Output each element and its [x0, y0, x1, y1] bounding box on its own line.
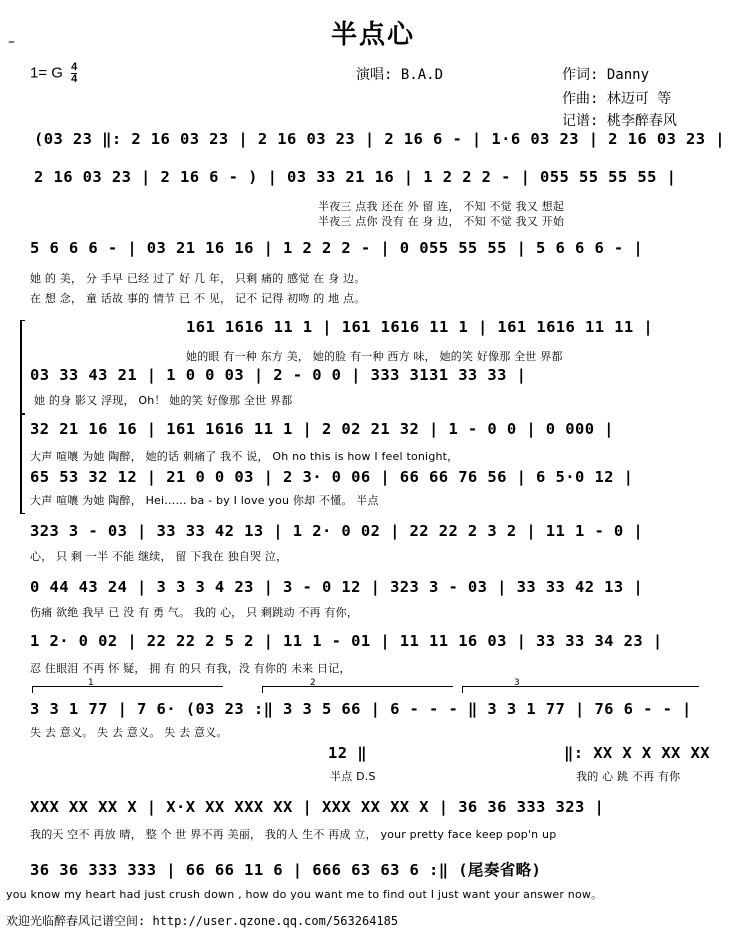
system-brace-2	[20, 414, 25, 514]
lyric-line-4a: 她的眼 有一种 东方 美， 她的脸 有一种 西方 味， 她的笑 好像那 全世 界都	[186, 350, 563, 363]
system-brace-1	[20, 320, 25, 414]
staff-line-1: (03 23 ‖: 2 16 03 23 | 2 16 03 23 | 2 16 6 - | 1·6 03 23 | 2 16 03 23 |	[34, 130, 725, 148]
lyric-line-13a: 我的天 空不 再放 晴， 整 个 世 界不再 美丽， 我的人 生不 再成 立， your pretty face keep pop'n up	[30, 828, 557, 841]
volta-bracket-3	[462, 686, 699, 693]
staff-line-10: 1 2· 0 02 | 22 22 2 5 2 | 11 1 - 01 | 11 11 16 03 | 33 33 34 23 |	[30, 632, 663, 650]
lyric-line-3a: 她 的 美， 分 手早 已经 过了 好 几 年， 只剩 痛的 感觉 在 身 边。	[30, 272, 366, 285]
lyricist-credit: 作词: Danny	[562, 67, 650, 83]
staff-line-8: 323 3 - 03 | 33 33 42 13 | 1 2· 0 02 | 22 22 2 3 2 | 11 1 - 0 |	[30, 522, 644, 540]
lyric-coda-b: 我的 心 跳 不再 有你	[576, 770, 681, 783]
singer-credit: 演唱: B.A.D	[356, 67, 444, 83]
staff-coda-b: ‖: XX X X XX XX	[564, 744, 710, 762]
staff-line-5: 03 33 43 21 | 1 0 0 03 | 2 - 0 0 | 333 3131 33 33 |	[30, 366, 527, 384]
volta-bracket-2	[262, 686, 453, 693]
volta-number-1: 1	[88, 678, 94, 688]
margin-mark: –	[8, 34, 15, 50]
lyric-line-7a: 大声 喧嚷 为她 陶醉， Hei…… ba - by I love you 你却 不懂。 半点	[30, 494, 379, 507]
time-bottom: 4	[71, 73, 78, 85]
transcriber-credit: 记谱: 桃李醉春风	[562, 113, 677, 129]
time-top: 4	[71, 61, 78, 73]
staff-line-9: 0 44 43 24 | 3 3 3 4 23 | 3 - 0 12 | 323 3 - 03 | 33 33 42 13 |	[30, 578, 644, 596]
lyric-coda-a: 半点 D.S	[330, 770, 376, 783]
staff-line-13: XXX XX XX X | X·X XX XXX XX | XXX XX XX X | 36 36 333 323 |	[30, 798, 605, 816]
staff-line-7: 65 53 32 12 | 21 0 0 03 | 2 3· 0 06 | 66 66 76 56 | 6 5·0 12 |	[30, 468, 634, 486]
key-label: 1= G	[30, 64, 63, 82]
key-signature	[30, 62, 77, 85]
lyric-line-5a: 她 的身 影又 浮现， Oh！ 她的笑 好像那 全世 界都	[34, 394, 293, 407]
lyric-line-2b: 半夜三 点你 没有 在 身 边， 不知 不觉 我又 开始	[318, 215, 565, 228]
staff-line-4: 161 1616 11 1 | 161 1616 11 1 | 161 1616 11 11 |	[186, 318, 654, 336]
lyric-line-3b: 在 想 念， 童 话故 事的 情节 已 不 见， 记不 记得 初吻 的 地 点。	[30, 292, 366, 305]
staff-line-14: 36 36 333 333 | 66 66 11 6 | 666 63 63 6 :‖ (尾奏省略)	[30, 861, 542, 879]
staff-coda-a: 12 ‖	[328, 744, 367, 762]
composer-credit: 作曲: 林迈可 等	[562, 91, 672, 107]
lyric-line-14a: you know my heart had just crush down , how do you want me to find out I just want your answer now。	[6, 888, 603, 901]
volta-bracket-1	[32, 686, 223, 693]
lyric-line-8a: 心， 只 剩 一半 不能 继续， 留 下我在 独自哭 泣，	[30, 550, 288, 563]
lyric-line-10a: 忍 住眼泪 不再 怀 疑， 拥 有 的只 有我，没 有你的 未来 日记，	[30, 662, 351, 675]
lyric-line-9a: 伤痛 欲绝 我早 已 没 有 勇 气。 我的 心， 只 剩跳动 不再 有你，	[30, 606, 359, 619]
staff-line-6: 32 21 16 16 | 161 1616 11 1 | 2 02 21 32 | 1 - 0 0 | 0 000 |	[30, 420, 614, 438]
volta-number-2: 2	[310, 678, 316, 688]
footer-credit: 欢迎光临醉春风记谱空间: http://user.qzone.qq.com/563264185	[6, 914, 399, 928]
lyric-line-6a: 大声 喧嚷 为她 陶醉， 她的话 刺痛了 我不 说， Oh no this is how I feel tonight，	[30, 450, 459, 463]
time-signature	[71, 62, 77, 85]
staff-line-2: 2 16 03 23 | 2 16 6 - ) | 03 33 21 16 | 1 2 2 2 - | 055 55 55 55 |	[34, 168, 677, 186]
staff-line-11: 3 3 1 77 | 7 6· (03 23 :‖ 3 3 5 66 | 6 - - - ‖ 3 3 1 77 | 76 6 - - |	[30, 700, 692, 718]
lyric-line-11a: 失 去 意义。 失 去 意义。 失 去 意义。	[30, 726, 228, 739]
lyric-line-2a: 半夜三 点我 还在 外 留 连， 不知 不觉 我又 想起	[318, 200, 565, 213]
volta-number-3: 3	[514, 678, 520, 688]
song-title: 半点心	[330, 20, 415, 50]
staff-line-3: 5 6 6 6 - | 03 21 16 16 | 1 2 2 2 - | 0 055 55 55 | 5 6 6 6 - |	[30, 239, 644, 257]
